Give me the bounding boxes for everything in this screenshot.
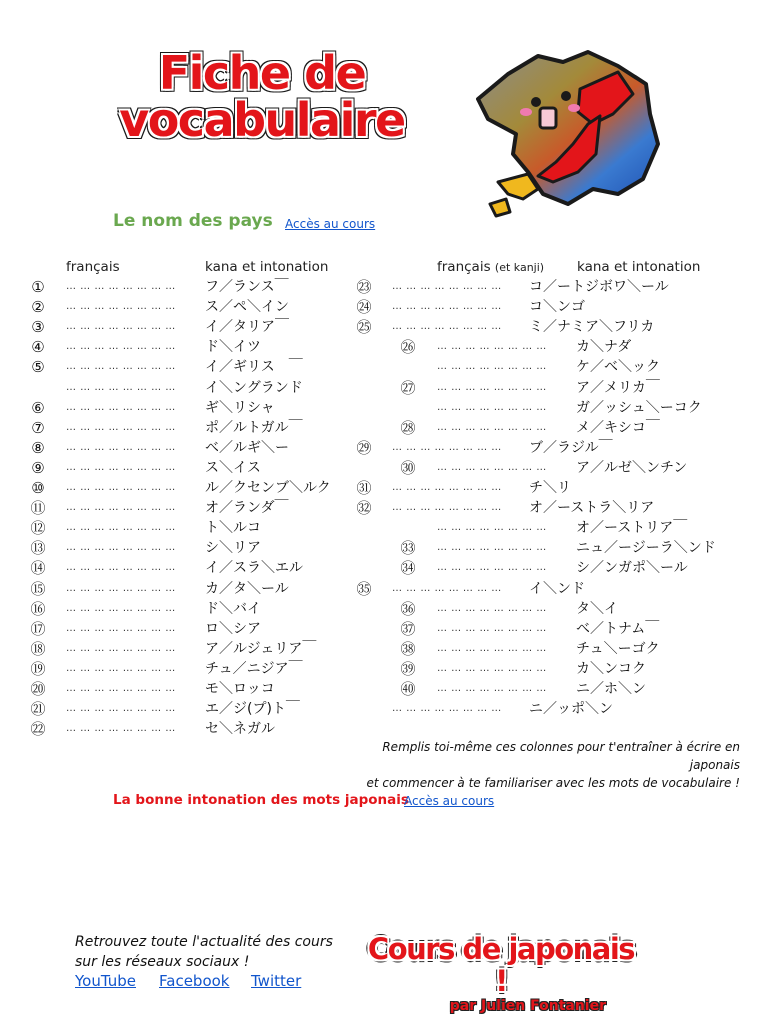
brand-logo [366, 933, 636, 1015]
french-answer-blank[interactable]: … … … … … … … … [437, 542, 547, 554]
french-answer-blank[interactable]: … … … … … … … … [437, 622, 547, 634]
french-answer-blank[interactable]: … … … … … … … … [66, 582, 176, 594]
french-answer-blank[interactable]: … … … … … … … … [66, 723, 176, 735]
item-number: ㊵ [400, 680, 416, 698]
item-number: ⑪ [30, 499, 46, 518]
item-number: ㉖ [400, 338, 416, 357]
item-number: ⑥ [31, 398, 45, 417]
header-francais: français [66, 259, 120, 275]
french-answer-blank[interactable]: … … … … … … … … [437, 361, 547, 373]
item-number: ㉙ [356, 438, 372, 457]
french-answer-blank[interactable]: … … … … … … … … [392, 441, 502, 453]
french-answer-blank[interactable]: … … … … … … … … [437, 522, 547, 534]
french-answer-blank[interactable]: … … … … … … … … [66, 321, 176, 333]
youtube-link[interactable]: YouTube [75, 972, 136, 990]
kana-intonation: ル／クセンブ＼ルク [205, 480, 331, 496]
kana-intonation: チュ／ニジア￣ [205, 660, 303, 677]
kana-intonation: ガ／ッシュ＼ーコク [576, 399, 702, 416]
kana-intonation: ス＼イス [205, 459, 261, 476]
item-number: ⑰ [30, 619, 46, 638]
kana-intonation: ド＼バイ [205, 600, 261, 617]
header-francais-kanji [437, 259, 544, 275]
french-answer-blank[interactable]: … … … … … … … … [392, 482, 502, 493]
french-answer-blank[interactable]: … … … … … … … … [66, 461, 176, 473]
item-number: ⑨ [31, 458, 45, 477]
kana-intonation: ニ／ッポ＼ン [529, 701, 613, 718]
item-number: ㉗ [400, 378, 416, 397]
french-answer-blank[interactable]: … … … … … … … … [437, 341, 547, 353]
kana-intonation: イ＼ングランド [205, 379, 303, 396]
item-number: ㊲ [400, 619, 416, 638]
kana-intonation: イ＼ンド [529, 580, 585, 597]
french-answer-blank[interactable]: … … … … … … … … [66, 361, 176, 373]
kana-intonation: ギ＼リシャ [205, 399, 275, 416]
french-answer-blank[interactable]: … … … … … … … … [66, 401, 176, 413]
french-answer-blank[interactable]: … … … … … … … … [66, 441, 176, 453]
item-number: ㉟ [356, 579, 372, 598]
item-number: ㊱ [400, 599, 416, 618]
item-number: ⑭ [30, 559, 46, 578]
twitter-link[interactable]: Twitter [251, 972, 302, 990]
french-answer-blank[interactable]: … … … … … … … … [437, 562, 547, 574]
kana-intonation: オ／ランダ￣ [205, 500, 289, 517]
french-answer-blank[interactable]: … … … … … … … … [437, 381, 547, 393]
kana-intonation: ベ／ルギ＼ー [205, 439, 289, 456]
item-number: ㊳ [400, 639, 416, 658]
french-answer-blank[interactable]: … … … … … … … … [392, 321, 502, 333]
header-kana-right: kana et intonation [577, 259, 701, 275]
french-answer-blank[interactable]: … … … … … … … … [66, 281, 176, 292]
kana-intonation: ニュ／ージーラ＼ンド [576, 540, 716, 557]
kana-intonation: カ＼ンコク [576, 660, 646, 677]
french-answer-blank[interactable]: … … … … … … … … [66, 381, 176, 393]
french-answer-blank[interactable]: … … … … … … … … [66, 683, 176, 694]
french-answer-blank[interactable]: … … … … … … … … [437, 683, 547, 694]
french-answer-blank[interactable]: … … … … … … … … [392, 502, 502, 514]
section-title: Le nom des pays [113, 211, 273, 231]
brand-title: Cours de japonais ! [367, 932, 635, 998]
header-kana: kana et intonation [205, 259, 329, 275]
item-number: ㉔ [356, 298, 372, 317]
kana-intonation: チ＼リ [529, 480, 571, 496]
french-answer-blank[interactable]: … … … … … … … … [66, 421, 176, 433]
social-invite [75, 932, 333, 972]
kana-intonation: オ／ーストラ＼リア [529, 500, 655, 517]
intonation-section-title: La bonne intonation des mots japonais [113, 792, 409, 808]
france-japan-map-illustration [468, 44, 668, 222]
item-number: ⑮ [30, 579, 46, 598]
item-number: ㉛ [356, 479, 372, 497]
note-line-1: Remplis toi-même ces colonnes pour t'entraîner à écrire en japonais [382, 740, 740, 772]
kana-intonation: ミ／ナミア＼フリカ [529, 319, 655, 336]
french-answer-blank[interactable]: … … … … … … … … [66, 341, 176, 353]
item-number: ⑳ [30, 680, 46, 698]
item-number: ⑧ [31, 438, 45, 457]
kana-intonation: シ／ンガポ＼ール [576, 560, 688, 577]
header-kanji-note: (et kanji) [494, 261, 545, 274]
kana-intonation: カ／タ＼ール [205, 580, 289, 597]
item-number: ㉒ [30, 720, 46, 739]
kana-intonation: ド＼イツ [205, 339, 261, 356]
kana-intonation: タ＼イ [576, 600, 618, 617]
kana-intonation: コ＼ンゴ [529, 299, 585, 316]
kana-intonation: モ＼ロッコ [205, 681, 275, 697]
kana-intonation: シ＼リア [205, 540, 261, 557]
course-link[interactable]: Accès au cours [285, 217, 376, 231]
kana-intonation: コ／ートジボワ＼ール [529, 279, 669, 295]
french-answer-blank[interactable]: … … … … … … … … [66, 662, 176, 674]
item-number: ⑬ [30, 539, 46, 558]
item-number: ⑦ [31, 418, 45, 437]
kana-intonation: エ／ジ(プ)ト￣ [205, 701, 300, 718]
instruction-note [340, 738, 740, 792]
item-number: ㉕ [356, 318, 372, 337]
french-answer-blank[interactable]: … … … … … … … … [66, 542, 176, 554]
kana-intonation: ベ／トナム￣ [576, 620, 660, 637]
kana-intonation: チュ＼ーゴク [576, 640, 660, 657]
french-answer-blank[interactable]: … … … … … … … … [437, 461, 547, 473]
french-answer-blank[interactable]: … … … … … … … … [66, 642, 176, 654]
item-number: ⑫ [30, 519, 46, 538]
french-answer-blank[interactable]: … … … … … … … … [437, 602, 547, 614]
french-answer-blank[interactable]: … … … … … … … … [437, 662, 547, 674]
item-number: ⑤ [31, 358, 45, 377]
item-number: ㉚ [400, 458, 416, 477]
header-francais-label: français [437, 259, 491, 275]
kana-intonation: フ／ランス￣ [205, 279, 289, 295]
item-number: ③ [31, 318, 45, 337]
french-answer-blank[interactable]: … … … … … … … … [392, 301, 502, 313]
item-number: ㉑ [30, 700, 46, 719]
item-number: ㊴ [400, 659, 416, 678]
french-answer-blank[interactable]: … … … … … … … … [66, 703, 176, 715]
kana-intonation: イ／スラ＼エル [205, 560, 303, 577]
french-answer-blank[interactable]: … … … … … … … … [392, 703, 502, 715]
kana-intonation: イ／ギリス ￣ [205, 359, 303, 376]
french-answer-blank[interactable]: … … … … … … … … [392, 281, 502, 292]
item-number: ㉘ [400, 418, 416, 437]
french-answer-blank[interactable]: … … … … … … … … [66, 622, 176, 634]
kana-intonation: ブ／ラジル￣ [529, 439, 613, 456]
social-invite-line-1: Retrouvez toute l'actualité des cours [75, 934, 333, 950]
intonation-course-link[interactable]: Accès au cours [404, 794, 495, 808]
item-number: ㉞ [400, 559, 416, 578]
item-number: ㉝ [400, 539, 416, 558]
social-invite-line-2: sur les réseaux sociaux ! [75, 954, 250, 970]
brand-author: par Julien Fontanier [449, 998, 606, 1014]
item-number: ⑩ [31, 479, 45, 497]
kana-intonation: ロ＼シア [205, 620, 261, 637]
french-answer-blank[interactable]: … … … … … … … … [66, 301, 176, 313]
french-answer-blank[interactable]: … … … … … … … … [437, 642, 547, 654]
item-number: ① [31, 278, 45, 296]
item-number: ⑱ [30, 639, 46, 658]
french-answer-blank[interactable]: … … … … … … … … [437, 401, 547, 413]
kana-intonation: ポ／ルトガル￣ [205, 419, 303, 436]
french-answer-blank[interactable]: … … … … … … … … [437, 421, 547, 433]
item-number: ㉓ [356, 278, 372, 296]
kana-intonation: ケ／ベ＼ック [576, 359, 660, 376]
page-title [112, 46, 412, 147]
item-number: ⑯ [30, 599, 46, 618]
kana-intonation: ス／ペ＼イン [205, 299, 289, 316]
title-line-2: vocabulaire [119, 93, 405, 147]
kana-intonation: メ／キシコ￣ [576, 419, 660, 436]
title-line-1: Fiche de [158, 46, 366, 100]
french-answer-blank[interactable]: … … … … … … … … [66, 602, 176, 614]
item-number: ⑲ [30, 659, 46, 678]
kana-intonation: ア／ルジェリア￣ [205, 640, 317, 657]
kana-intonation: ア／メリカ￣ [576, 379, 660, 396]
kana-intonation: ア／ルゼ＼ンチン [576, 459, 688, 476]
kana-intonation: ト＼ルコ [205, 520, 261, 537]
item-number: ② [31, 298, 45, 317]
item-number: ④ [31, 338, 45, 357]
note-line-2: et commencer à te familiariser avec les mots de vocabulaire ! [366, 776, 740, 790]
kana-intonation: ニ／ホ＼ン [576, 681, 646, 697]
kana-intonation: イ／タリア￣ [205, 319, 289, 336]
kana-intonation: オ／ーストリア￣ [576, 520, 688, 537]
french-answer-blank[interactable]: … … … … … … … … [66, 482, 176, 493]
kana-intonation: セ＼ネガル [205, 721, 275, 738]
facebook-link[interactable]: Facebook [159, 972, 230, 990]
french-answer-blank[interactable]: … … … … … … … … [66, 502, 176, 514]
french-answer-blank[interactable]: … … … … … … … … [66, 522, 176, 534]
item-number: ㉜ [356, 499, 372, 518]
french-answer-blank[interactable]: … … … … … … … … [392, 582, 502, 594]
french-answer-blank[interactable]: … … … … … … … … [66, 562, 176, 574]
kana-intonation: カ＼ナダ [576, 339, 632, 356]
